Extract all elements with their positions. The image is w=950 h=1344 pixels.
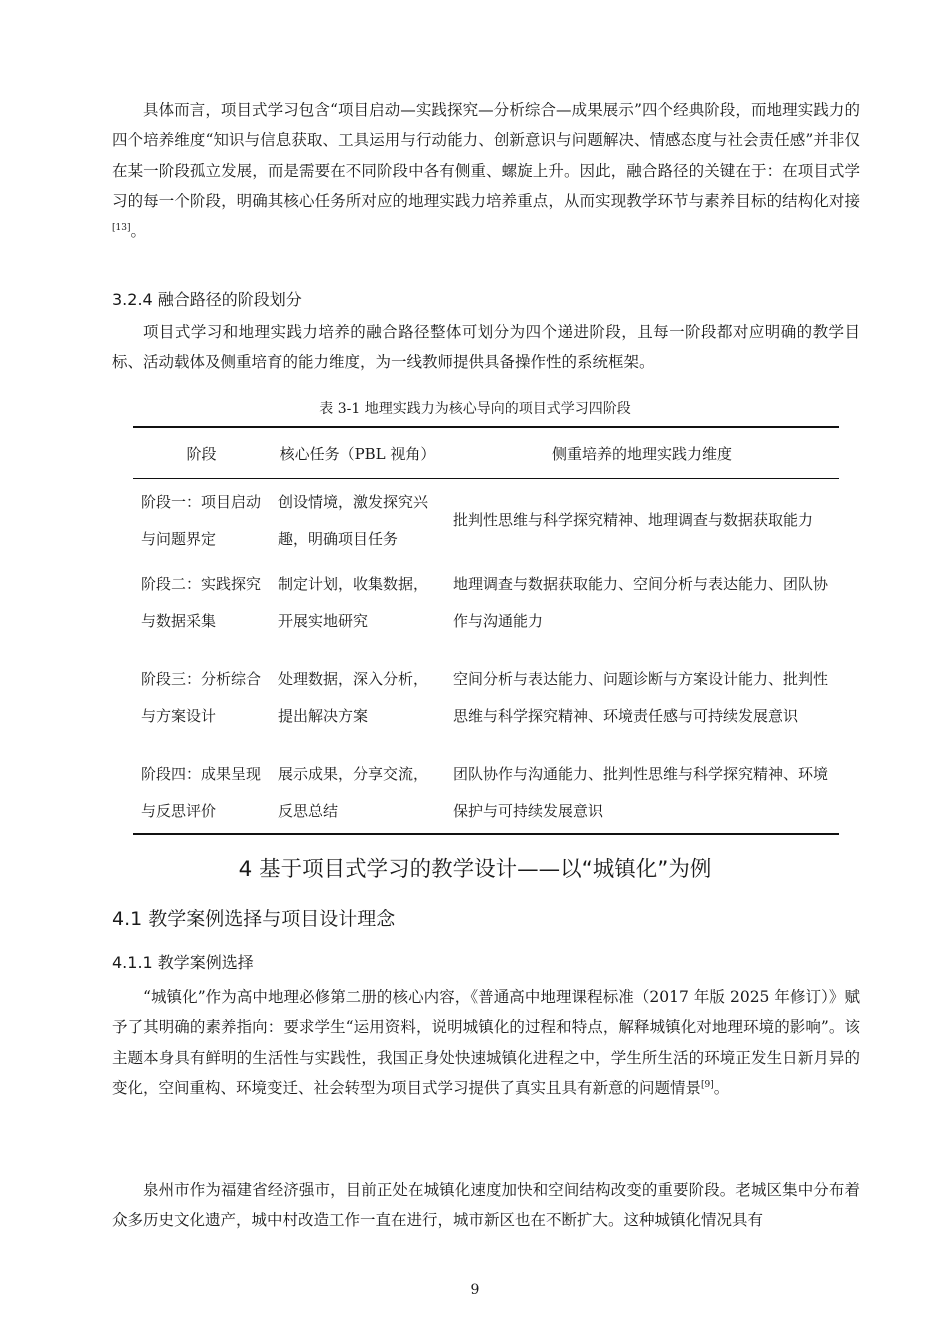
paragraph-end: 。 [130,222,146,241]
section-heading-4-1: 4.1 教学案例选择与项目设计理念 [112,908,396,930]
table-cell: 地理调查与数据获取能力、空间分析与表达能力、团队协作与沟通能力 [453,574,829,630]
table-row [133,479,839,564]
paragraph-quanzhou: 泉州市作为福建省经济强市，目前正处在城镇化速度加快和空间结构改变的重要阶段。老城区集中分布着众多历史文化遗产，城中村改造工作一直在进行，城市新区也在不断扩大。这种城镇化情况具有 [112,1181,860,1230]
table-row [133,563,839,643]
table-cell: 阶段二：实践探究与数据采集 [141,574,262,630]
section-heading-3-2-4: 3.2.4 融合路径的阶段划分 [112,290,302,309]
citation-ref[interactable]: [9] [701,1079,714,1090]
table-cell: 展示成果，分享交流，反思总结 [270,753,445,834]
table-cell: 空间分析与表达能力、问题诊断与方案设计能力、批判性思维与科学探究精神、环境责任感与可持续发展意识 [453,669,829,725]
table-header-cell: 核心任务（PBL 视角） [270,427,445,479]
table-cell: 团队协作与沟通能力、批判性思维与科学探究精神、环境保护与可持续发展意识 [445,753,839,834]
table-header-cell: 阶段 [133,427,270,479]
table-cell: 处理数据，深入分析，提出解决方案 [278,669,429,725]
table-row [133,753,839,834]
citation-ref[interactable]: [13] [112,223,131,234]
table-cell: 创设情境，激发探究兴趣，明确项目任务 [278,492,429,548]
table-cell: 阶段一：项目启动与问题界定 [141,492,262,548]
table-cell: 批判性思维与科学探究精神、地理调查与数据获取能力 [453,511,814,530]
chapter-heading-4: 4 基于项目式学习的教学设计——以“城镇化”为例 [238,857,712,882]
stages-table [133,426,839,835]
table-cell: 制定计划，收集数据，开展实地研究 [278,574,429,630]
table-header-row [133,427,839,479]
table-cell: 阶段三：分析综合与方案设计 [141,669,262,725]
table-row [133,643,839,753]
paragraph-text: 具体而言，项目式学习包含“项目启动—实践探究—分析综合—成果展示”四个经典阶段，而地理实践力的四个培养维度“知识与信息获取、工具运用与行动能力、创新意识与问题解决、情感态度与社会责任感”并非仅在某一阶段孤立发展，而是需要在不同阶段中各有侧重、螺旋上升。因此，融合路径的关键在于：在项目式学习的每一个阶段，明确其核心任务所对应的地理实践力培养重点，从而实现教学环节与素养目标的结构化对接 [112,101,860,210]
paragraph-end: 。 [713,1078,730,1097]
table-cell: 阶段四：成果呈现与反思评价 [133,753,270,834]
paragraph-stage-overview [112,95,860,246]
paragraph-fusion-path: 项目式学习和地理实践力培养的融合路径整体可划分为四个递进阶段，且每一阶段都对应明确的教学目标、活动载体及侧重培育的能力维度，为一线教师提供具备操作性的系统框架。 [112,323,860,372]
page-number: 9 [470,1282,480,1298]
paragraph-urbanization [112,982,860,1103]
table-caption: 表 3-1 地理实践力为核心导向的项目式学习四阶段 [319,401,631,417]
section-heading-4-1-1: 4.1.1 教学案例选择 [112,953,254,972]
table-header-cell: 侧重培养的地理实践力维度 [445,427,839,479]
paragraph-text: “城镇化”作为高中地理必修第二册的核心内容，《普通高中地理课程标准（2017 年版 2025 年修订）》赋予了其明确的素养指向：要求学生“运用资料，说明城镇化的过程和特点，解释城镇化对地理环境的影响”。该主题本身具有鲜明的生活性与实践性，我国正身处快速城镇化进程之中，学生所生活的环境正发生日新月异的变化，空间重构、环境变迁、社会转型为项目式学习提供了真实且具有新意的问题情景 [112,988,860,1097]
